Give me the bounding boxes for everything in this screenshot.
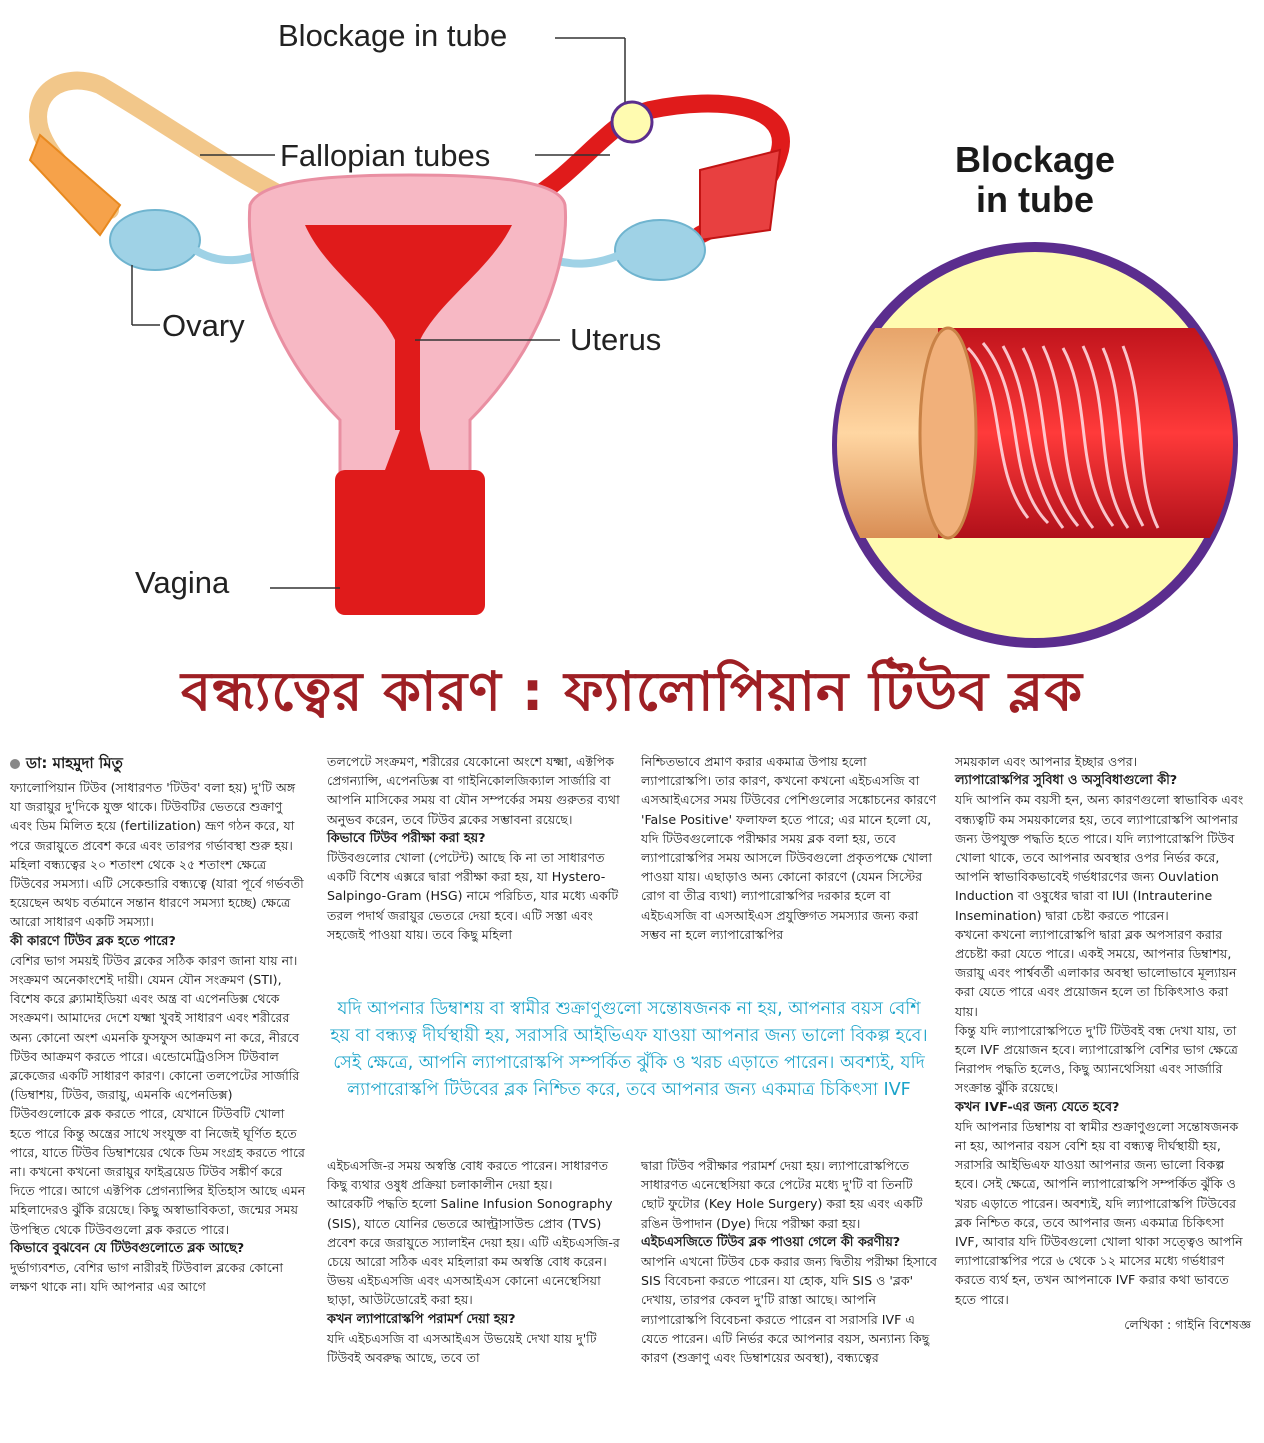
article-column-3	[641, 752, 937, 1366]
col3-paragraph-1: নিশ্চিতভাবে প্রমাণ করার একমাত্র উপায় হলো ল্যাপারোস্কপি। তার কারণ, কখনো কখনো এইচএসজি বা এসআইএসের সময় টিউবের পেশিগুলোর সঙ্কোচনের কারণে 'False Positive' ফলাফল হতে পারে; এর মানে হলো যে, যদি টিউবগুলোকে পরীক্ষার সময় ব্লক বলা হয়, তবে ল্যাপারোস্কপির সময় আসলে টিউবগুলো প্রকৃতপক্ষে খোলা পাওয়া যায়। এছাড়াও অন্য কোনো কারণে (যেমন সিস্টের রোগ বা তীব্র ব্যথা) ল্যাপারোস্কপির দরকার হলে বা এইচএসজি বা এসআইএস প্রযুক্তিগত সমস্যার জন্য করা সম্ভব না হলে ল্যাপারোস্কপির	[641, 754, 937, 942]
article-column-2	[327, 752, 623, 1366]
col4-paragraph-5: যদি আপনার ডিম্বাশয় বা স্বামীর শুক্রাণুগুলো সন্তোষজনক না হয়, আপনার বয়স বেশি হয় বা বন্ধ্যত্ব দীর্ঘস্থায়ী হয়, সরাসরি আইভিএফ যাওয়া আপনার জন্য ভালো বিকল্প হবে। সেই ক্ষেত্রে, আপনি ল্যাপারোস্কপি সম্পর্কিত ঝুঁকি ও খরচ এড়াতে পারেন। অবশ্যই, যদি ল্যাপারোস্কপি টিউবের ব্লক নিশ্চিত করে, তবে আপনার জন্য একমাত্র চিকিৎসা IVF, আবার যদি টিউবগুলো খোলা থাকা সত্ত্বেও আপনি ল্যাপারোস্কপির পরে ৬ থেকে ১২ মাসের মধ্যে গর্ভধারণ করতে ব্যর্থ হন, তখন আপনাকে IVF করার কথা ভাবতে হতে পারে।	[955, 1118, 1243, 1307]
col3-top	[641, 752, 937, 944]
label-ovary: Ovary	[162, 308, 245, 343]
bullet-icon	[10, 759, 20, 769]
inset-title-line2: in tube	[976, 179, 1094, 220]
col1-paragraph-1: ফ্যালোপিয়ান টিউব (সাধারণত 'টিউব' বলা হয়) দু'টি অঙ্গ যা জরায়ুর দু'দিকে যুক্ত থাকে। টিউবটির ভেতরে শুক্রাণু এবং ডিম মিলিত হয়ে (fertilization) ভ্রূণ গঠন করে, যা পরে জরায়ুতে প্রবেশ করে এবং তারপর গর্ভাবস্থা শুরু হয়। মহিলা বন্ধ্যত্বের ২০ শতাংশ থেকে ২৫ শতাংশ ক্ষেত্রে টিউবের সমস্যা। এটি সেকেন্ডারি বন্ধ্যত্বে (যারা পূর্বে গর্ভবতী হয়েছেন অথচ বর্তমানে সন্তান ধারণে সমস্যা হচ্ছে) ক্ষেত্রে আরো সাধারণ একটি সমস্যা।	[10, 780, 304, 930]
col2-paragraph-5: উভয় এইচএসজি এবং এসআইএস কোনো এনেস্থেসিয়া ছাড়া, আউটডোরেই করা হয়।	[327, 1273, 601, 1308]
label-blockage: Blockage in tube	[278, 18, 508, 53]
label-vagina: Vagina	[135, 565, 230, 600]
col2-paragraph-1: তলপেটে সংক্রমণ, শরীরের যেকোনো অংশে যক্ষ্মা, এক্টপিক প্রেগন্যান্সি, এপেনডিক্স বা গাইনিকোলজিক্যাল সার্জারি বা আপনি মাসিকের সময় বা যৌন সম্পর্কের সময় গুরুতর ব্যথা অনুভব করেন, তবে টিউব ব্লকের সম্ভাবনা রয়েছে।	[327, 754, 620, 827]
label-fallopian-tubes: Fallopian tubes	[280, 138, 491, 173]
col1-heading-2: কিভাবে বুঝবেন যে টিউবগুলোতে ব্লক আছে?	[10, 1240, 245, 1256]
right-fimbriae	[700, 150, 780, 240]
col2-paragraph-6: যদি এইচএসজি বা এসআইএস উভয়েই দেখা যায় দু'টি টিউবই অবরুদ্ধ আছে, তবে তা	[327, 1330, 597, 1366]
col2-top	[327, 752, 623, 944]
col2-bottom	[327, 1156, 623, 1367]
left-fimbriae	[30, 135, 120, 235]
reproductive-system-diagram	[0, 0, 820, 640]
pull-quote: যদি আপনার ডিম্বাশয় বা স্বামীর শুক্রাণুগুলো সন্তোষজনক না হয়, আপনার বয়স বেশি হয় বা বন্ধ্যত্ব দীর্ঘস্থায়ী হয়, সরাসরি আইভিএফ যাওয়া আপনার জন্য ভালো বিকল্প হবে। সেই ক্ষেত্রে, আপনি ল্যাপারোস্কপি সম্পর্কিত ঝুঁকি ও খরচ এড়াতে পারেন। অবশ্যই, যদি ল্যাপারোস্কপি টিউবের ব্লক নিশ্চিত করে, তবে আপনার জন্য একমাত্র চিকিৎসা IVF	[330, 999, 928, 1100]
col1-paragraph-2: বেশির ভাগ সময়ই টিউব ব্লকের সঠিক কারণ জানা যায় না। সংক্রমণ অনেকাংশেই দায়ী। যেমন যৌন সংক্রমণ (STI), বিশেষ করে ক্ল্যামাইডিয়া এবং অন্ত্র বা এপেনডিক্স থেকে সংক্রমণ। আমাদের দেশে যক্ষ্মা খুবই সাধারণ এবং শরীরের অন্য কোনো অংশ এমনকি ফুসফুস আক্রমণ না করে, নীরবে টিউব আক্রমণ করতে পারে। এন্ডোমেট্রিওসিস টিউবাল ব্লকেজের একটি সাধারণ কারণ। কোনো তলপেটের সার্জারি (ডিম্বাশয়, টিউব, জরায়ু, এমনকি এপেনডিক্স) টিউবগুলোকে ব্লক করতে পারে, যেখানে টিউবটি খোলা হতে পারে কিন্তু অন্ত্রের সাথে সংযুক্ত বা নিজেই ঘূর্ণিত হতে পারে, যাতে টিউব ডিম্বাশয়ের থেকে ডিম সংগ্রহ করতে পারে না। কখনো কখনো জরায়ুর ফাইব্রয়েড টিউব সঙ্কীর্ণ করে দিতে পারে। আগে এক্টপিক প্রেগন্যান্সির ইতিহাস আছে এমন মহিলাদেরও ঝুঁকি রয়েছে। কিছু অস্বাভাবিকতা, জন্মের সময় উপস্থিত থেকে টিউবগুলো ব্লক করতে পারে।	[10, 952, 306, 1237]
article-column-4	[955, 752, 1251, 1334]
right-ovary	[615, 220, 705, 280]
author-line	[10, 752, 306, 774]
label-uterus: Uterus	[570, 322, 662, 357]
col4-paragraph-4: কিন্তু যদি ল্যাপারোস্কপিতে দু'টি টিউবই বন্ধ দেখা যায়, তা হলে IVF প্রয়োজন হবে। ল্যাপারোস্কপি বেশির ভাগ ক্ষেত্রে নিরাপদ পদ্ধতি হলেও, কিছু অ্যানথেসিয়া এবং সার্জারি সংক্রান্ত ঝুঁকি রয়েছে।	[955, 1022, 1238, 1096]
col4-heading-1: ল্যাপারোস্কপির সুবিধা ও অসুবিধাগুলো কী?	[955, 773, 1178, 789]
col2-heading-1: কিভাবে টিউব পরীক্ষা করা হয়?	[327, 830, 486, 846]
blockage-inset-illustration	[828, 238, 1242, 652]
headline: বন্ধ্যত্বের কারণ : ফ্যালোপিয়ান টিউব ব্লক	[181, 660, 1083, 723]
col1-paragraph-3: দুর্ভাগ্যবশত, বেশির ভাগ নারীরই টিউবাল ব্লকের কোনো লক্ষণ থাকে না। যদি আপনার এর আগে	[10, 1260, 283, 1295]
col4-paragraph-1: সময়কাল এবং আপনার ইচ্ছার ওপর।	[955, 754, 1138, 769]
inset-title-line1: Blockage	[954, 139, 1116, 180]
col1-heading-1: কী কারণে টিউব ব্লক হতে পারে?	[10, 933, 176, 949]
article-column-1	[10, 752, 306, 1296]
vagina-shape	[335, 470, 485, 615]
col3-paragraph-3: আপনি এখনো টিউব চেক করার জন্য দ্বিতীয় পরীক্ষা হিসাবে SIS বিবেচনা করতে পারেন। যা হোক, যদি SIS ও 'ব্লক' দেখায়, তারপর কেবল দু'টি রাস্তা আছে। আপনি ল্যাপারোস্কপি বিবেচনা করতে পারেন বা সরাসরি IVF এ যেতে পারেন। এটি নির্ভর করে আপনার বয়স, অন্যান্য কিছু কারণ (শুক্রাণু এবং ডিম্বাশয়ের অবস্থা), বন্ধ্যত্বের	[641, 1254, 937, 1366]
blockage-marker	[612, 102, 652, 142]
author-byline: লেখিকা : গাইনি বিশেষজ্ঞ	[1124, 1316, 1251, 1332]
col4-paragraph-2: যদি আপনি কম বয়সী হন, অন্য কারণগুলো স্বাভাবিক এবং বন্ধ্যত্বটি কম সময়কালের হয়, তবে ল্যাপারোস্কপি আপনার জন্য উপযুক্ত পদ্ধতি হতে পারে। যদি ল্যাপারোস্কপি টিউব খোলা থাকে, তবে আপনার অবস্থার ওপর নির্ভর করে, আপনি স্বাভাবিকভাবেই গর্ভধারণের জন্য Ouvlation Induction বা ওষুধের দ্বারা বা IUI (Intrauterine Insemination) দ্বারা চেষ্টা করতে পারেন।	[955, 792, 1244, 923]
col2-heading-2: কখন ল্যাপারোস্কপি পরামর্শ দেয়া হয়?	[327, 1311, 516, 1327]
col3-paragraph-2: দ্বারা টিউব পরীক্ষার পরামর্শ দেয়া হয়। ল্যাপারোস্কপিতে সাধারণত এনেস্থেসিয়া করে পেটের মধ্যে দু'টি বা তিনটি ছোট ফুটোর (Key Hole Surgery) করা হয় এবং একটি রঙিন উপাদান (Dye) দিয়ে পরীক্ষা করা হয়।	[641, 1158, 923, 1231]
col3-bottom	[641, 1156, 937, 1367]
col4-heading-2: কখন IVF-এর জন্য যেতে হবে?	[955, 1099, 1120, 1115]
col2-paragraph-2: টিউবগুলোর খোলা (পেটেন্ট) আছে কি না তা সাধারণত একটি বিশেষ এক্সরে দ্বারা পরীক্ষা করা হয়, যা Hystero-Salpingo-Gram (HSG) নামে পরিচিত, যার মধ্যে একটি তরল পদার্থ জরায়ুর ভেতরে দেয়া হবে। এটি সস্তা এবং সহজেই পাওয়া যায়। তবে কিছু মহিলা	[327, 850, 619, 942]
anatomy-figure	[0, 0, 1264, 640]
left-ovary	[110, 210, 200, 270]
col2-paragraph-3: এইচএসজি-র সময় অস্বস্তি বোধ করতে পারেন। সাধারণত কিছু ব্যথার ওষুধ প্রক্রিয়া চলাকালীন দেয়া হয়।	[327, 1158, 609, 1193]
col2-paragraph-4: আরেকটি পদ্ধতি হলো Saline Infusion Sonography (SIS), যাতে যোনির ভেতরে আল্ট্রাসাউন্ড প্রোব (TVS) প্রবেশ করে জরায়ুতে স্যালাইন দেয়া হয়। এটি এইচএসজি-র চেয়ে আরো সঠিক এবং মহিলারা কম অস্বস্তি বোধ করেন।	[327, 1196, 620, 1270]
inset-title	[900, 140, 1170, 220]
col3-heading-1: এইচএসজিতে টিউব ব্লক পাওয়া গেলে কী করণীয়?	[641, 1234, 901, 1250]
author-name: ডা: মাহমুদা মিতু	[26, 754, 123, 772]
col4-paragraph-3: কখনো কখনো ল্যাপারোস্কপি দ্বারা ব্লক অপসারণ করার প্রচেষ্টা করা যেতে পারে। একই সময়ে, আপনার ডিম্বাশয়, জরায়ু এবং পার্শ্ববর্তী এলাকার অবস্থা ভালোভাবে মূল্যায়ন করা যেতে পারে এবং প্রয়োজন হলে তা চিকিৎসাও করা যায়।	[955, 926, 1237, 1019]
